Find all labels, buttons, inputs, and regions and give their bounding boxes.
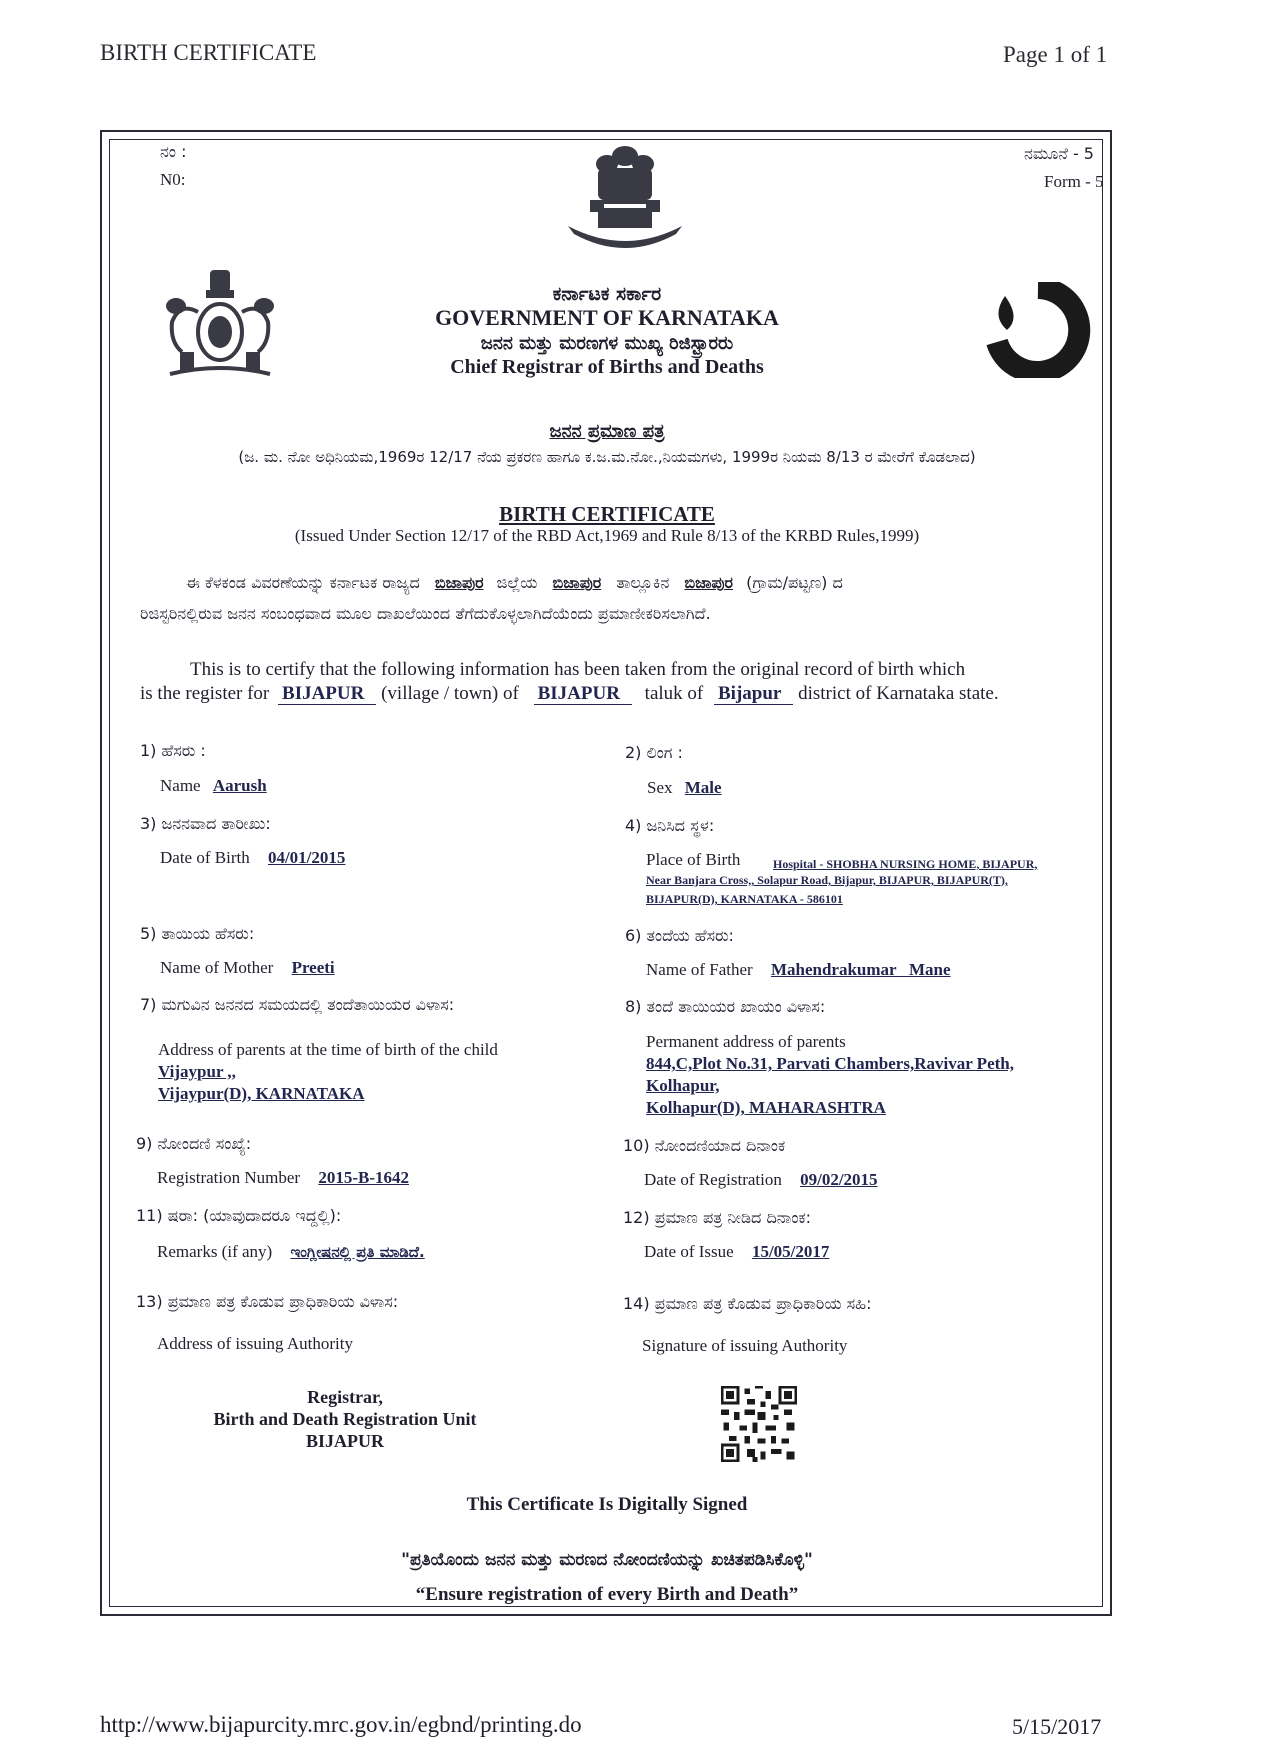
field10-label-kn: 10) ನೋಂದಣಿಯಾದ ದಿನಾಂಕ <box>623 1136 786 1155</box>
mother-value: Preeti <box>291 958 335 977</box>
remarks-field: Remarks (if any) ಇಂಗ್ಲೀಷನಲ್ಲಿ ಪ್ರತಿ ಮಾಡಿದೆ. <box>157 1242 425 1261</box>
para-en-line2: is the register for BIJAPUR (village / town) of BIJAPUR taluk of Bijapur district of Karnataka state. <box>140 683 999 704</box>
addr-birth-label: Address of parents at the time of birth of the child <box>158 1040 498 1059</box>
field4-label-kn: 4) ಜನಿಸಿದ ಸ್ಥಳ: <box>625 816 715 835</box>
issue-field: Date of Issue 15/05/2017 <box>644 1242 830 1261</box>
qr-code-icon[interactable] <box>716 1386 802 1462</box>
remarks-value: ಇಂಗ್ಲೀಷನಲ್ಲಿ ಪ್ರತಿ ಮಾಡಿದೆ. <box>290 1243 425 1261</box>
authaddr-label: Address of issuing Authority <box>157 1334 353 1353</box>
no-label-en: N0: <box>160 170 186 189</box>
dob-field: Date of Birth 04/01/2015 <box>160 848 346 867</box>
town-kn: ಬಿಜಾಪುರ <box>684 573 734 592</box>
regno-value: 2015-B-1642 <box>318 1168 409 1187</box>
field14-label-kn: 14) ಪ್ರಮಾಣ ಪತ್ರ ಕೊಡುವ ಪ್ರಾಧಿಕಾರಿಯ ಸಹಿ: <box>623 1294 872 1313</box>
page-header-title: BIRTH CERTIFICATE <box>100 40 317 65</box>
issuing-authority: Registrar, Birth and Death Registration Unit BIJAPUR <box>213 1387 477 1451</box>
sex-field: Sex Male <box>647 778 722 797</box>
addr-perm-line3: Kolhapur(D), MAHARASHTRA <box>646 1098 886 1117</box>
taluk-kn: ಬಿಜಾಪುರ <box>552 573 602 592</box>
field13-label-kn: 13) ಪ್ರಮಾಣ ಪತ್ರ ಕೊಡುವ ಪ್ರಾಧಿಕಾರಿಯ ವಿಳಾಸ: <box>136 1292 399 1311</box>
mother-field: Name of Mother Preeti <box>160 958 335 977</box>
village-value: BIJAPUR <box>278 683 376 705</box>
cert-act-kn: (ಜ. ಮ. ನೋ ಅಧಿನಿಯಮ,1969ರ 12/17 ನೆಯ ಪ್ರಕರಣ ಹಾಗೂ ಕ.ಜ.ಮ.ನೋ.,ನಿಯಮಗಳು, 1999ರ ನಿಯಮ 8/13 ರ ಮೇರೆಗೆ ಕೊಡಲಾದ) <box>238 448 976 466</box>
regno-field: Registration Number 2015-B-1642 <box>157 1168 409 1187</box>
gov-title-en: GOVERNMENT OF KARNATAKA <box>435 305 779 330</box>
field6-label-kn: 6) ತಂದೆಯ ಹೆಸರು: <box>625 926 734 945</box>
para-kn-line2: ರಿಜಿಸ್ಟರಿನಲ್ಲಿರುವ ಜನನ ಸಂಬಂಧವಾದ ಮೂಲ ದಾಖಲೆಯಿಂದ ತೆಗೆದುಕೊಳ್ಳಲಾಗಿದೆಯೆಂದು ಪ್ರಮಾಣೀಕರಿಸಲಾಗಿದೆ. <box>140 604 711 623</box>
digitally-signed-note: This Certificate Is Digitally Signed <box>466 1494 748 1515</box>
issue-value: 15/05/2017 <box>751 1242 830 1261</box>
father-value: Mahendrakumar Mane <box>770 960 951 979</box>
field9-label-kn: 9) ನೋಂದಣಿ ಸಂಖ್ಯೆ: <box>136 1134 252 1153</box>
regdate-field: Date of Registration 09/02/2015 <box>644 1170 878 1189</box>
cert-act-en: (Issued Under Section 12/17 of the RBD Act,1969 and Rule 8/13 of the KRBD Rules,1999) <box>294 526 920 545</box>
field7-label-kn: 7) ಮಗುವಿನ ಜನನದ ಸಮಯದಲ್ಲಿ ತಂದೆತಾಯಿಯರ ವಿಳಾಸ: <box>140 995 455 1014</box>
regdate-value: 09/02/2015 <box>800 1170 878 1189</box>
form-label-kn: ನಮೂನೆ - 5 <box>1024 144 1094 163</box>
addr-perm-line2: Kolhapur, <box>646 1076 720 1095</box>
field3-label-kn: 3) ಜನನವಾದ ತಾರೀಖು: <box>140 814 271 833</box>
print-date: 5/15/2017 <box>1012 1714 1102 1739</box>
taluk-value: BIJAPUR <box>534 683 632 705</box>
page-number: Page 1 of 1 <box>1003 42 1108 67</box>
pob-label: Place of Birth <box>646 850 741 869</box>
registrar-title-kn: ಜನನ ಮತ್ತು ಮರಣಗಳ ಮುಖ್ಯ ರಿಜಿಸ್ಟ್ರಾರರು <box>480 333 734 354</box>
field2-label-kn: 2) ಲಿಂಗ : <box>625 743 683 762</box>
gov-title-kn: ಕರ್ನಾಟಕ ಸರ್ಕಾರ <box>552 283 662 305</box>
sex-value: Male <box>684 778 722 797</box>
name-field: Name Aarush <box>160 776 267 795</box>
para-kn-line1: ಈ ಕೆಳಕಂಡ ವಿವರಣೆಯನ್ನು ಕರ್ನಾಟಕ ರಾಜ್ಯದ ಬಿಜಾಪುರ ಜಿಲ್ಲೆಯ ಬಿಜಾಪುರ ತಾಲ್ಲೂಕಿನ ಬಿಜಾಪುರ (ಗ್ರಾಮ/ಪಟ್ಟಣ) ದ <box>186 573 843 592</box>
registrar-title-en: Chief Registrar of Births and Deaths <box>450 356 764 378</box>
pob-line1: Hospital - SHOBHA NURSING HOME, BIJAPUR, <box>773 857 1038 871</box>
authsig-label: Signature of issuing Authority <box>642 1336 848 1355</box>
field1-label-kn: 1) ಹೆಸರು : <box>140 741 206 760</box>
district-value: Bijapur <box>714 683 793 705</box>
dob-value: 04/01/2015 <box>267 848 346 867</box>
form-label-en: Form - 5 <box>1044 172 1104 191</box>
page-url[interactable]: http://www.bijapurcity.mrc.gov.in/egbnd/printing.do <box>100 1712 582 1737</box>
addr-perm-label: Permanent address of parents <box>646 1032 846 1051</box>
field11-label-kn: 11) ಷರಾ: (ಯಾವುದಾದರೂ ಇದ್ದಲ್ಲಿ): <box>136 1206 342 1225</box>
pob-line3: BIJAPUR(D), KARNATAKA - 586101 <box>646 892 843 906</box>
slogan-en: “Ensure registration of every Birth and Death” <box>415 1584 799 1605</box>
field12-label-kn: 12) ಪ್ರಮಾಣ ಪತ್ರ ನೀಡಿದ ದಿನಾಂಕ: <box>623 1208 812 1227</box>
no-label-kn: ನಂ : <box>160 142 187 161</box>
para-en-line1: This is to certify that the following information has been taken from the original record of birth which <box>190 659 966 680</box>
national-emblem-icon <box>560 138 690 258</box>
cert-title-en: BIRTH CERTIFICATE <box>499 502 715 526</box>
cert-title-kn: ಜನನ ಪ್ರಮಾಣ ಪತ್ರ <box>549 421 665 442</box>
name-value: Aarush <box>212 776 267 795</box>
father-field: Name of Father Mahendrakumar Mane <box>646 960 951 979</box>
slogan-kn: "ಪ್ರತಿಯೊಂದು ಜನನ ಮತ್ತು ಮರಣದ ನೋಂದಣಿಯನ್ನು ಖಚಿತಪಡಿಸಿಕೊಳ್ಳಿ" <box>401 1550 813 1570</box>
addr-birth-line1: Vijaypur ,, <box>158 1062 236 1081</box>
pob-line2: Near Banjara Cross,, Solapur Road, Bijapur, BIJAPUR, BIJAPUR(T), <box>646 873 1008 887</box>
addr-birth-line2: Vijaypur(D), KARNATAKA <box>158 1084 365 1103</box>
field5-label-kn: 5) ತಾಯಿಯ ಹೆಸರು: <box>140 924 255 943</box>
addr-perm-line1: 844,C,Plot No.31, Parvati Chambers,Ravivar Peth, <box>646 1054 1014 1073</box>
field8-label-kn: 8) ತಂದೆ ತಾಯಿಯರ ಖಾಯಂ ವಿಳಾಸ: <box>625 997 826 1016</box>
district-kn: ಬಿಜಾಪುರ <box>434 573 484 592</box>
